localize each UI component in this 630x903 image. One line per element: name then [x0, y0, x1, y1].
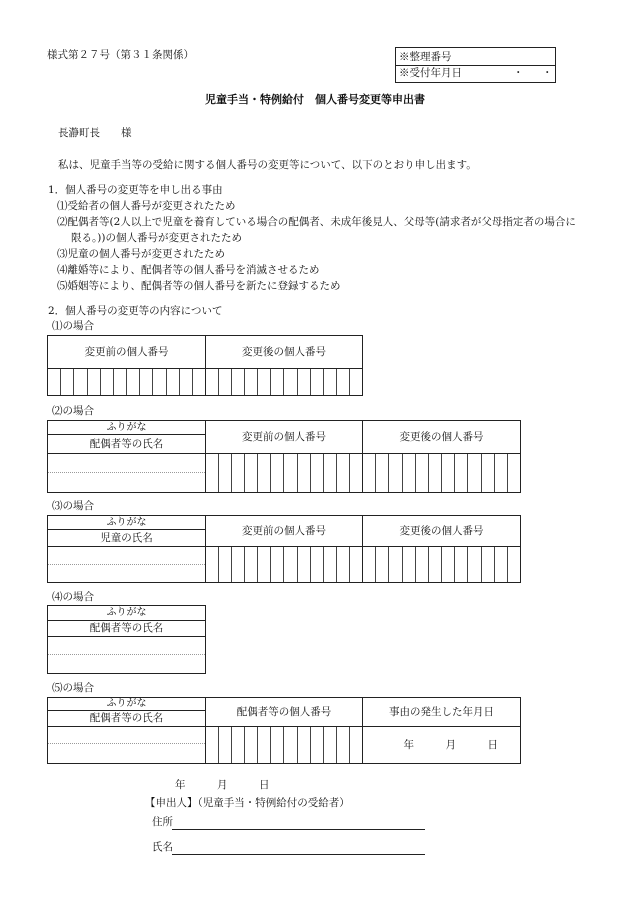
- digit-cell[interactable]: [218, 454, 231, 492]
- digit-cell[interactable]: [270, 369, 283, 395]
- name-header: 配偶者等の氏名: [89, 437, 164, 450]
- name-header: 配偶者等の氏名: [89, 712, 164, 724]
- digit-cell[interactable]: [507, 547, 520, 582]
- digit-cell[interactable]: [402, 547, 415, 582]
- case-1-label: ⑴の場合: [52, 320, 94, 332]
- digit-cell[interactable]: [507, 454, 520, 492]
- digit-cell[interactable]: [415, 547, 428, 582]
- digit-cell[interactable]: [283, 547, 296, 582]
- reason-item-5: ⑸婚姻等により、配偶者等の個人番号を新たに登録するため: [57, 280, 341, 292]
- after-number-header: 変更後の個人番号: [399, 525, 484, 537]
- received-date-separator: ・: [542, 67, 553, 79]
- digit-cell[interactable]: [283, 727, 296, 763]
- applicant-name-field[interactable]: [174, 838, 425, 854]
- case-3-after-number-grid: [363, 547, 520, 582]
- digit-cell[interactable]: [257, 454, 270, 492]
- furigana-header: ふりがな: [106, 421, 147, 433]
- before-number-header: 変更前の個人番号: [242, 525, 326, 537]
- furigana-header: ふりがな: [106, 698, 147, 709]
- digit-cell[interactable]: [244, 369, 257, 395]
- digit-cell[interactable]: [363, 547, 375, 582]
- case-4-name-field[interactable]: [48, 655, 205, 673]
- digit-cell[interactable]: [257, 727, 270, 763]
- digit-cell[interactable]: [363, 454, 375, 492]
- case-2-name-field[interactable]: [48, 473, 205, 492]
- digit-cell[interactable]: [192, 369, 205, 395]
- intro-text: 私は、児童手当等の受給に関する個人番号の変更等について、以下のとおり申し出ます。: [58, 159, 477, 171]
- digit-cell[interactable]: [349, 547, 362, 582]
- digit-cell[interactable]: [139, 369, 152, 395]
- case-3-label: ⑶の場合: [52, 500, 94, 512]
- digit-cell[interactable]: [244, 727, 257, 763]
- digit-cell[interactable]: [126, 369, 139, 395]
- event-date-header: 事由の発生した年月日: [389, 706, 494, 718]
- applicant-heading: 【申出人】（児童手当・特例給付の受給者）: [145, 797, 350, 809]
- digit-cell[interactable]: [454, 547, 467, 582]
- furigana-header: ふりがな: [106, 607, 147, 618]
- digit-cell[interactable]: [100, 369, 113, 395]
- form-number: 様式第２７号（第３１条関係）: [47, 49, 194, 61]
- case-4-label: ⑷の場合: [52, 591, 94, 603]
- digit-cell[interactable]: [87, 369, 100, 395]
- digit-cell[interactable]: [73, 369, 86, 395]
- digit-cell[interactable]: [323, 547, 336, 582]
- case-2-furigana-field[interactable]: [48, 454, 205, 472]
- reason-item-3: ⑶児童の個人番号が変更されたため: [57, 248, 225, 260]
- case-3-furigana-field[interactable]: [48, 547, 205, 564]
- before-number-header: 変更前の個人番号: [84, 346, 169, 358]
- digit-cell[interactable]: [297, 547, 310, 582]
- digit-cell[interactable]: [218, 727, 231, 763]
- digit-cell[interactable]: [428, 547, 441, 582]
- digit-cell[interactable]: [441, 547, 454, 582]
- digit-cell[interactable]: [481, 454, 494, 492]
- digit-cell[interactable]: [297, 727, 310, 763]
- digit-cell[interactable]: [218, 547, 231, 582]
- digit-cell[interactable]: [323, 727, 336, 763]
- reason-item-4: ⑷離婚等により、配偶者等の個人番号を消滅させるため: [57, 264, 320, 276]
- case-1-before-number-grid: [48, 369, 205, 395]
- event-date-format: 年 月 日: [403, 739, 498, 751]
- case-1-table: [47, 335, 363, 396]
- case-4-table: [47, 605, 206, 674]
- reason-item-2-continuation: 限る。))の個人番号が変更されたため: [71, 232, 242, 244]
- digit-cell[interactable]: [415, 454, 428, 492]
- digit-cell[interactable]: [231, 547, 244, 582]
- office-use-box: [395, 47, 556, 83]
- name-underline: [172, 854, 425, 855]
- digit-cell[interactable]: [323, 369, 336, 395]
- after-number-header: 変更後の個人番号: [242, 346, 326, 358]
- digit-cell[interactable]: [257, 369, 270, 395]
- digit-cell[interactable]: [349, 454, 362, 492]
- digit-cell[interactable]: [494, 454, 507, 492]
- digit-cell[interactable]: [310, 454, 323, 492]
- digit-cell[interactable]: [152, 369, 165, 395]
- before-number-header: 変更前の個人番号: [242, 431, 326, 443]
- address-label: 住所: [152, 816, 173, 828]
- name-label: 氏名: [152, 841, 173, 853]
- received-date-separator: ・: [513, 67, 524, 79]
- digit-cell[interactable]: [231, 727, 244, 763]
- case-2-label: ⑵の場合: [52, 405, 94, 417]
- digit-cell[interactable]: [231, 454, 244, 492]
- digit-cell[interactable]: [375, 454, 388, 492]
- furigana-header: ふりがな: [106, 516, 147, 528]
- digit-cell[interactable]: [206, 547, 218, 582]
- digit-cell[interactable]: [402, 454, 415, 492]
- digit-cell[interactable]: [270, 547, 283, 582]
- reason-item-1: ⑴受給者の個人番号が変更されたため: [57, 200, 236, 212]
- digit-cell[interactable]: [349, 727, 362, 763]
- digit-cell[interactable]: [60, 369, 73, 395]
- case-2-before-number-grid: [206, 454, 362, 492]
- digit-cell[interactable]: [270, 727, 283, 763]
- case-5-event-date-field[interactable]: [363, 727, 520, 763]
- digit-cell[interactable]: [388, 547, 401, 582]
- digit-cell[interactable]: [336, 369, 349, 395]
- digit-cell[interactable]: [375, 547, 388, 582]
- digit-cell[interactable]: [336, 454, 349, 492]
- case-5-table: [47, 697, 521, 764]
- digit-cell[interactable]: [244, 454, 257, 492]
- digit-cell[interactable]: [218, 369, 231, 395]
- digit-cell[interactable]: [179, 369, 192, 395]
- digit-cell[interactable]: [48, 369, 60, 395]
- digit-cell[interactable]: [244, 547, 257, 582]
- spouse-number-header: 配偶者等の個人番号: [236, 706, 332, 718]
- digit-cell[interactable]: [428, 454, 441, 492]
- digit-cell[interactable]: [231, 369, 244, 395]
- digit-cell[interactable]: [283, 369, 296, 395]
- case-4-furigana-field[interactable]: [48, 637, 205, 654]
- digit-cell[interactable]: [336, 547, 349, 582]
- applicant-address-field[interactable]: [174, 813, 425, 829]
- digit-cell[interactable]: [166, 369, 179, 395]
- digit-cell[interactable]: [310, 369, 323, 395]
- digit-cell[interactable]: [467, 454, 480, 492]
- child-name-header: 児童の氏名: [100, 531, 153, 544]
- case-1-after-number-grid: [206, 369, 362, 395]
- case-3-table: [47, 515, 521, 583]
- digit-cell[interactable]: [454, 454, 467, 492]
- section-2-heading: 2．個人番号の変更等の内容について: [48, 305, 223, 317]
- digit-cell[interactable]: [283, 454, 296, 492]
- reason-item-2: ⑵配偶者等(2人以上で児童を養育している場合の配偶者、未成年後見人、父母等(請求者が父母指定者の場合に: [57, 216, 576, 228]
- case-5-label: ⑸の場合: [52, 682, 94, 694]
- received-date-label: ※受付年月日: [399, 67, 462, 79]
- digit-cell[interactable]: [310, 727, 323, 763]
- case-5-furigana-field[interactable]: [48, 727, 205, 743]
- after-number-header: 変更後の個人番号: [399, 431, 484, 443]
- addressee: 長瀞町長 様: [58, 127, 132, 139]
- digit-cell[interactable]: [113, 369, 126, 395]
- case-5-spouse-number-grid: [206, 727, 362, 763]
- form-title: 児童手当・特例給付 個人番号変更等申出書: [205, 93, 425, 106]
- digit-cell[interactable]: [481, 547, 494, 582]
- reference-number-label: ※整理番号: [399, 51, 452, 63]
- digit-cell[interactable]: [323, 454, 336, 492]
- digit-cell[interactable]: [297, 454, 310, 492]
- case-2-table: [47, 420, 521, 493]
- digit-cell[interactable]: [270, 454, 283, 492]
- digit-cell[interactable]: [467, 547, 480, 582]
- digit-cell[interactable]: [336, 727, 349, 763]
- case-3-before-number-grid: [206, 547, 362, 582]
- section-1-heading: 1．個人番号の変更等を申し出る事由: [48, 184, 223, 196]
- address-underline: [172, 829, 425, 830]
- name-header: 配偶者等の氏名: [89, 622, 164, 634]
- digit-cell[interactable]: [388, 454, 401, 492]
- case-2-after-number-grid: [363, 454, 520, 492]
- case-5-name-field[interactable]: [48, 744, 205, 763]
- digit-cell[interactable]: [257, 547, 270, 582]
- digit-cell[interactable]: [206, 727, 218, 763]
- digit-cell[interactable]: [441, 454, 454, 492]
- case-3-name-field[interactable]: [48, 565, 205, 582]
- digit-cell[interactable]: [297, 369, 310, 395]
- digit-cell[interactable]: [349, 369, 362, 395]
- digit-cell[interactable]: [206, 454, 218, 492]
- digit-cell[interactable]: [310, 547, 323, 582]
- application-date[interactable]: 年 月 日: [175, 779, 270, 791]
- digit-cell[interactable]: [206, 369, 218, 395]
- digit-cell[interactable]: [494, 547, 507, 582]
